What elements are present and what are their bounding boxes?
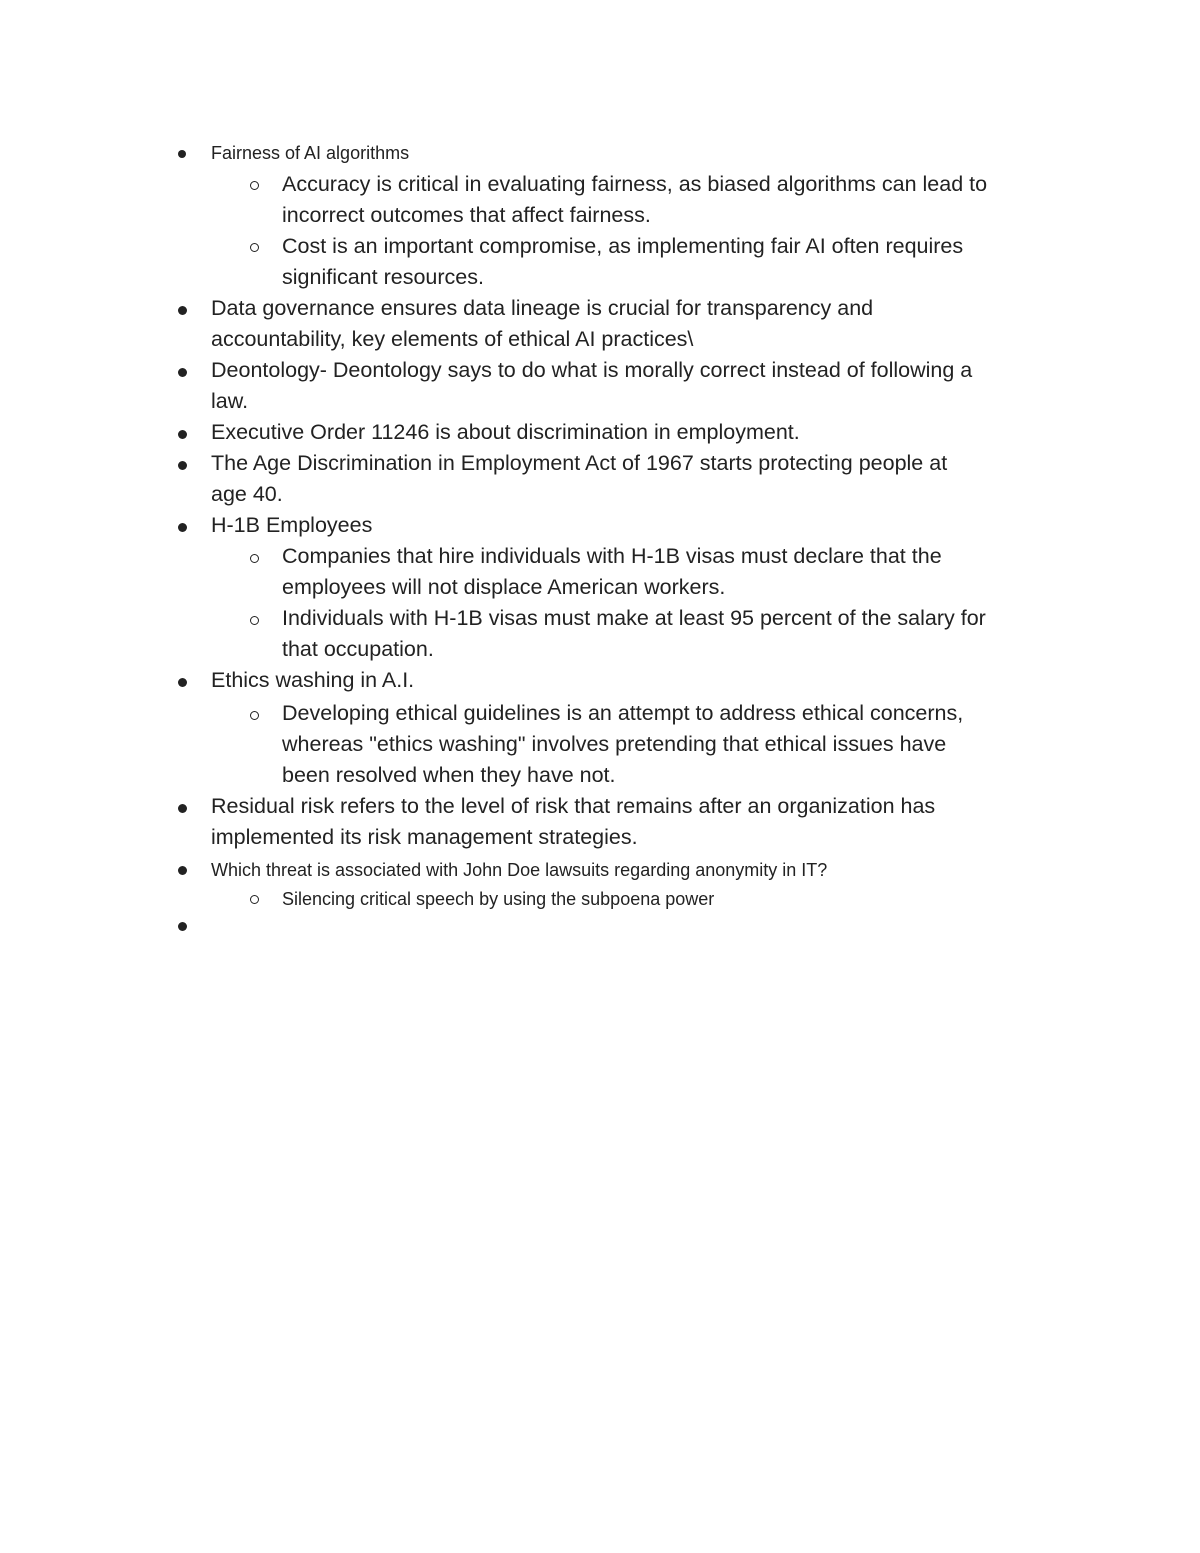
- list-item-text: Executive Order 11246 is about discrimination in employment.: [211, 420, 800, 444]
- sub-list-item-text: that occupation.: [282, 637, 434, 661]
- list-item-text: The Age Discrimination in Employment Act of 1967 starts protecting people at: [211, 451, 948, 475]
- sub-list-item-text: Companies that hire individuals with H-1B visas must declare that the: [282, 544, 942, 568]
- list-item-text: Which threat is associated with John Doe lawsuits regarding anonymity in IT?: [211, 860, 828, 880]
- list-item-text: Data governance ensures data lineage is crucial for transparency and: [211, 296, 874, 320]
- list-item-text: law.: [211, 389, 249, 413]
- sub-bullet-icon: [250, 554, 259, 563]
- sub-list-item-text: significant resources.: [282, 265, 484, 289]
- bullet-icon: [178, 430, 187, 439]
- list-item-text: Deontology- Deontology says to do what is morally correct instead of following a: [211, 358, 973, 382]
- sub-list-item-text: employees will not displace American workers.: [282, 575, 726, 599]
- list-item-text: H-1B Employees: [211, 513, 373, 537]
- bullet-icon: [178, 678, 187, 687]
- sub-list-item-text: Cost is an important compromise, as implementing fair AI often requires: [282, 234, 964, 258]
- list-item-text: Residual risk refers to the level of risk that remains after an organization has: [211, 794, 936, 818]
- bullet-icon: [178, 306, 187, 315]
- sub-bullet-icon: [250, 895, 259, 904]
- sub-list-item-text: whereas "ethics washing" involves pretending that ethical issues have: [282, 732, 947, 756]
- sub-list-item-text: Individuals with H-1B visas must make at least 95 percent of the salary for: [282, 606, 986, 630]
- bullet-icon: [178, 368, 187, 377]
- sub-bullet-icon: [250, 616, 259, 625]
- sub-list-item-text: Developing ethical guidelines is an attempt to address ethical concerns,: [282, 701, 964, 725]
- bullet-icon: [178, 866, 187, 875]
- sub-list-item-text: incorrect outcomes that affect fairness.: [282, 203, 651, 227]
- sub-list-item-text: Silencing critical speech by using the subpoena power: [282, 889, 715, 909]
- sub-bullet-icon: [250, 181, 259, 190]
- bullet-icon: [178, 804, 187, 813]
- list-item-text: Fairness of AI algorithms: [211, 143, 410, 163]
- list-item-text: age 40.: [211, 482, 283, 506]
- bullet-icon: [178, 922, 187, 931]
- sub-list-item-text: Accuracy is critical in evaluating fairness, as biased algorithms can lead to: [282, 172, 988, 196]
- list-item-text: implemented its risk management strategies.: [211, 825, 638, 849]
- bullet-icon: [178, 523, 187, 532]
- sub-list-item-text: been resolved when they have not.: [282, 763, 616, 787]
- list-item-text: Ethics washing in A.I.: [211, 668, 415, 692]
- bullet-icon: [178, 150, 186, 158]
- list-item-text: accountability, key elements of ethical AI practices\: [211, 327, 694, 351]
- sub-bullet-icon: [250, 711, 259, 720]
- bullet-icon: [178, 461, 187, 470]
- sub-bullet-icon: [250, 243, 259, 252]
